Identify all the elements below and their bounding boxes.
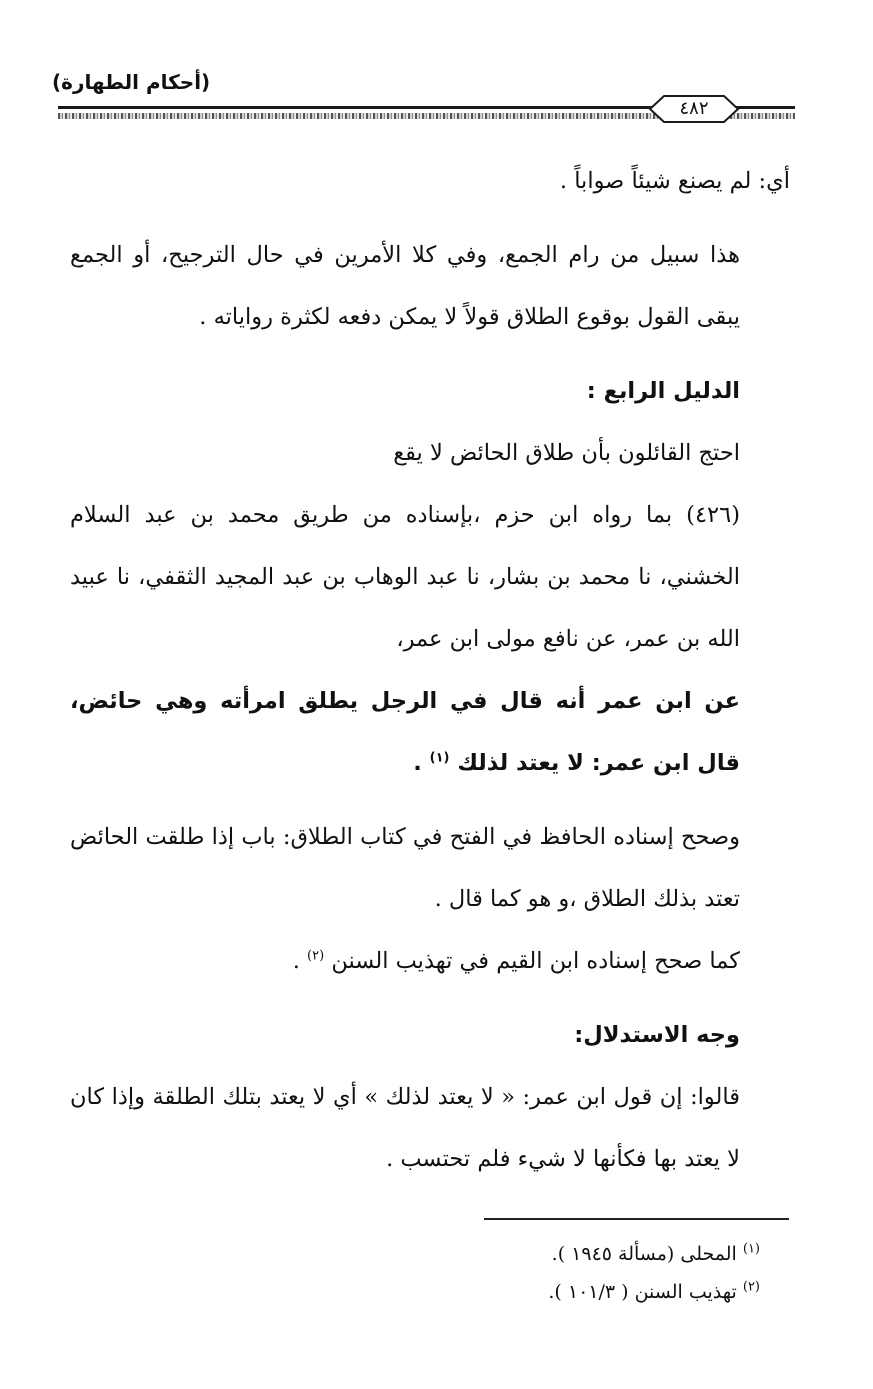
section-heading-fourth-evidence: الدليل الرابع : xyxy=(586,378,740,404)
paragraph-7-end: . xyxy=(292,948,300,974)
footnote-ref-2: (٢) xyxy=(307,948,325,964)
paragraph-2: هذا سبيل من رام الجمع، وفي كلا الأمرين في حال الترجيح، أو الجمع يبقى القول بوقوع الطلاق قولاً لا يمكن دفعه لكثرة رواياته . xyxy=(70,242,740,330)
page-number: ٤٨٢ xyxy=(679,98,709,119)
footnote-1-text: المحلى (مسألة ١٩٤٥ ). xyxy=(551,1243,737,1265)
paragraph-1: أي: لم يصنع شيئاً صواباً . xyxy=(559,168,790,194)
footnote-1-ref: (١) xyxy=(742,1241,760,1257)
footnotes xyxy=(200,1235,760,1311)
page-header xyxy=(40,60,795,130)
hadith-text: عن ابن عمر أنه قال في الرجل يطلق امرأته وهي حائض، قال ابن عمر: لا يعتد لذلك xyxy=(70,688,740,776)
footnote-1 xyxy=(200,1235,760,1273)
paragraph-7 xyxy=(70,930,790,992)
footnote-2-ref: (٢) xyxy=(742,1279,760,1295)
footnote-2-text: تهذيب السنن ( ١٠١/٣ ). xyxy=(548,1281,737,1303)
hadith-end: . xyxy=(413,750,422,776)
main-text xyxy=(70,150,790,1190)
paragraph-6: وصحح إسناده الحافظ في الفتح في كتاب الطلاق: باب إذا طلقت الحائض تعتد بذلك الطلاق ،و هو كما قال . xyxy=(70,824,740,912)
footnote-separator xyxy=(484,1218,789,1220)
footnote-2 xyxy=(200,1273,760,1311)
paragraph-8: قالوا: إن قول ابن عمر: « لا يعتد لذلك » أي لا يعتد بتلك الطلقة وإذا كان لا يعتد بها فكأنها لا شيء فلم تحتسب . xyxy=(70,1084,740,1172)
paragraph-4-hadith-chain: (٤٢٦) بما رواه ابن حزم ،بإسناده من طريق محمد بن عبد السلام الخشني، نا محمد بن بشار، نا عبد الوهاب بن عبد المجيد الثقفي، نا عبيد الله بن عمر، عن نافع مولى ابن عمر، xyxy=(70,502,740,652)
section-heading-inference: وجه الاستدلال: xyxy=(574,1022,740,1048)
footnote-ref-1: (١) xyxy=(429,750,450,766)
paragraph-7-text: كما صحح إسناده ابن القيم في تهذيب السنن xyxy=(331,948,740,974)
book-title: (أحكام الطهارة) xyxy=(52,70,211,94)
paragraph-3: احتج القائلون بأن طلاق الحائض لا يقع xyxy=(393,440,740,466)
page-number-badge xyxy=(648,94,740,124)
paragraph-5-hadith-text xyxy=(70,670,790,794)
